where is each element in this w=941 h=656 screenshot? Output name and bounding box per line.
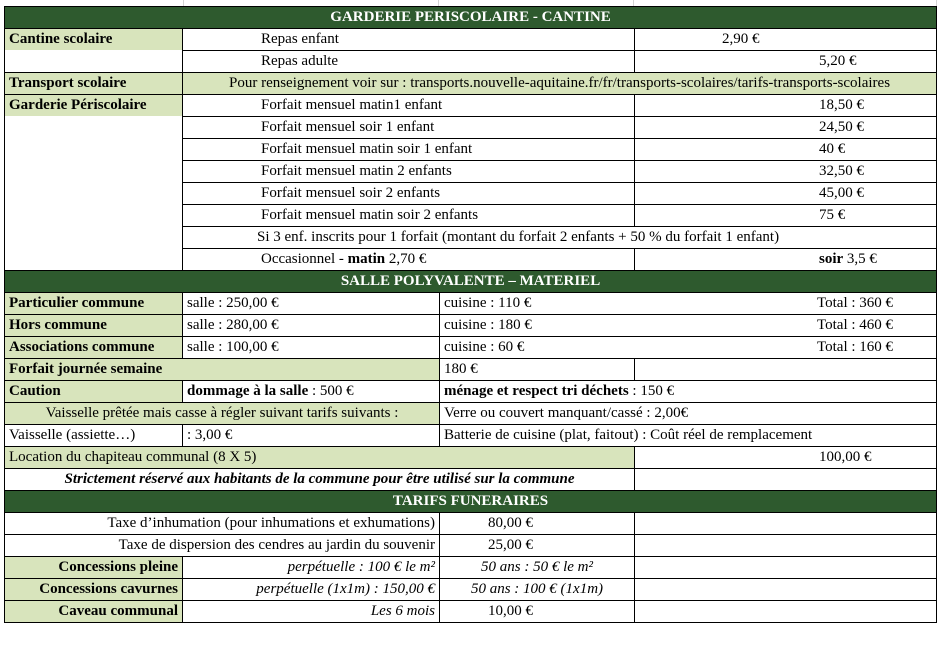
- table-row: [5, 337, 937, 359]
- table-row: [5, 469, 937, 491]
- vaisselle-label[interactable]: Vaisselle (assiette…): [5, 425, 183, 447]
- occasionnel-soir-cell[interactable]: [635, 249, 937, 271]
- section-header-garderie: [5, 7, 937, 29]
- forfait-label[interactable]: Forfait mensuel soir 1 enfant: [183, 117, 635, 139]
- concessions-pleine-50[interactable]: 50 ans : 50 € le m²: [440, 557, 635, 579]
- table-row: [5, 601, 937, 623]
- empty-cell[interactable]: [635, 535, 937, 557]
- salle-price[interactable]: salle : 280,00 €: [183, 315, 440, 337]
- forfait-price[interactable]: 32,50 €: [635, 161, 937, 183]
- empty-cell[interactable]: [635, 513, 937, 535]
- verre-text[interactable]: Verre ou couvert manquant/cassé : 2,00€: [440, 403, 937, 425]
- cuisine-price[interactable]: cuisine : 60 €: [440, 337, 635, 359]
- occasionnel-soir-value: 3,5 €: [843, 251, 877, 267]
- table-row: [5, 447, 937, 469]
- caution-menage-bold: ménage et respect tri déchets: [444, 383, 629, 399]
- concessions-pleine-perp[interactable]: perpétuelle : 100 € le m²: [183, 557, 440, 579]
- forfait-journee-label[interactable]: Forfait journée semaine: [5, 359, 440, 381]
- repas-enfant-price[interactable]: 2,90 €: [635, 29, 937, 51]
- caveau-period[interactable]: Les 6 mois: [183, 601, 440, 623]
- salle-row-label[interactable]: Hors commune: [5, 315, 183, 337]
- caveau-label[interactable]: Caveau communal: [5, 601, 183, 623]
- table-row: [5, 161, 937, 183]
- chapiteau-price[interactable]: 100,00 €: [635, 447, 937, 469]
- inhumation-label[interactable]: Taxe d’inhumation (pour inhumations et exhumations): [5, 513, 440, 535]
- empty-cell[interactable]: [635, 557, 937, 579]
- garderie-empty-cell[interactable]: [5, 183, 183, 205]
- garderie-empty-cell[interactable]: [5, 161, 183, 183]
- table-row: [5, 403, 937, 425]
- total-price[interactable]: Total : 360 €: [635, 293, 937, 315]
- table-row: [5, 315, 937, 337]
- concessions-cavurnes-perp[interactable]: perpétuelle (1x1m) : 150,00 €: [183, 579, 440, 601]
- concessions-pleine-label[interactable]: Concessions pleine: [5, 557, 183, 579]
- repas-adulte-label[interactable]: Repas adulte: [183, 51, 635, 73]
- total-price[interactable]: Total : 460 €: [635, 315, 937, 337]
- table-row: [5, 205, 937, 227]
- cantine-empty-cell[interactable]: [5, 51, 183, 73]
- caution-menage-cell[interactable]: [440, 381, 937, 403]
- caveau-price[interactable]: 10,00 €: [440, 601, 635, 623]
- table-row: [5, 557, 937, 579]
- garderie-title[interactable]: GARDERIE PERISCOLAIRE - CANTINE: [5, 7, 937, 29]
- cuisine-price[interactable]: cuisine : 180 €: [440, 315, 635, 337]
- salle-row-label[interactable]: Particulier commune: [5, 293, 183, 315]
- concessions-cavurnes-label[interactable]: Concessions cavurnes: [5, 579, 183, 601]
- table-row: [5, 29, 937, 51]
- forfait-label[interactable]: Forfait mensuel matin1 enfant: [183, 95, 635, 117]
- salle-price[interactable]: salle : 100,00 €: [183, 337, 440, 359]
- garderie-empty-cell[interactable]: [5, 227, 183, 249]
- forfait-price[interactable]: 45,00 €: [635, 183, 937, 205]
- table-row: [5, 249, 937, 271]
- forfait-journee-value[interactable]: 180 €: [440, 359, 635, 381]
- table-row: [5, 425, 937, 447]
- occasionnel-soir-bold: soir: [819, 251, 844, 267]
- total-price[interactable]: Total : 160 €: [635, 337, 937, 359]
- occasionnel-cell[interactable]: [183, 249, 635, 271]
- occasionnel-matin-bold: matin: [347, 251, 386, 267]
- table-row: [5, 95, 937, 117]
- transport-label[interactable]: Transport scolaire: [5, 73, 183, 95]
- section-header-funeraires: [5, 491, 937, 513]
- empty-cell[interactable]: [635, 469, 937, 491]
- funeraires-title[interactable]: TARIFS FUNERAIRES: [5, 491, 937, 513]
- empty-cell[interactable]: [635, 579, 937, 601]
- garderie-empty-cell[interactable]: [5, 205, 183, 227]
- concessions-cavurnes-50[interactable]: 50 ans : 100 € (1x1m): [440, 579, 635, 601]
- forfait-label[interactable]: Forfait mensuel soir 2 enfants: [183, 183, 635, 205]
- forfait-price[interactable]: 75 €: [635, 205, 937, 227]
- vaisselle-pretee[interactable]: Vaisselle prêtée mais casse à régler suivant tarifs suivants :: [5, 403, 440, 425]
- table-row: [5, 139, 937, 161]
- forfait-price[interactable]: 18,50 €: [635, 95, 937, 117]
- chapiteau-label[interactable]: Location du chapiteau communal (8 X 5): [5, 447, 635, 469]
- garderie-empty-cell[interactable]: [5, 249, 183, 271]
- vaisselle-value[interactable]: : 3,00 €: [183, 425, 440, 447]
- caution-menage-value: : 150 €: [628, 383, 675, 399]
- tariffs-table: [4, 6, 937, 623]
- caution-label[interactable]: Caution: [5, 381, 183, 403]
- forfait-label[interactable]: Forfait mensuel matin soir 2 enfants: [183, 205, 635, 227]
- cantine-label[interactable]: Cantine scolaire: [5, 29, 183, 51]
- salle-title[interactable]: SALLE POLYVALENTE – MATERIEL: [5, 271, 937, 293]
- forfait-label[interactable]: Forfait mensuel matin soir 1 enfant: [183, 139, 635, 161]
- table-row: [5, 513, 937, 535]
- inhumation-price[interactable]: 80,00 €: [440, 513, 635, 535]
- table-row: [5, 359, 937, 381]
- table-row: [5, 535, 937, 557]
- si3-text[interactable]: Si 3 enf. inscrits pour 1 forfait (montant du forfait 2 enfants + 50 % du forfait 1 enfant): [183, 227, 937, 249]
- caution-dommage-value: : 500 €: [308, 383, 354, 399]
- strictement-text[interactable]: Strictement réservé aux habitants de la commune pour être utilisé sur la commune: [5, 469, 635, 491]
- section-header-salle: [5, 271, 937, 293]
- transport-info[interactable]: Pour renseignement voir sur : transports.nouvelle-aquitaine.fr/fr/transports-scolaires/tarifs-transports-scolaires: [183, 73, 937, 95]
- empty-cell[interactable]: [635, 601, 937, 623]
- table-row: [5, 579, 937, 601]
- empty-cell[interactable]: [635, 359, 937, 381]
- table-row: [5, 227, 937, 249]
- occasionnel-prefix: Occasionnel -: [261, 251, 348, 267]
- forfait-label[interactable]: Forfait mensuel matin 2 enfants: [183, 161, 635, 183]
- table-row: [5, 183, 937, 205]
- occasionnel-matin-value: 2,70 €: [385, 251, 427, 267]
- salle-price[interactable]: salle : 250,00 €: [183, 293, 440, 315]
- forfait-price[interactable]: 40 €: [635, 139, 937, 161]
- table-row: [5, 293, 937, 315]
- garderie-empty-cell[interactable]: [5, 139, 183, 161]
- table-row: [5, 51, 937, 73]
- caution-dommage-bold: dommage à la salle: [187, 383, 309, 399]
- forfait-price[interactable]: 24,50 €: [635, 117, 937, 139]
- repas-enfant-label[interactable]: Repas enfant: [183, 29, 635, 51]
- batterie-text[interactable]: Batterie de cuisine (plat, faitout) : Coût réel de remplacement: [440, 425, 937, 447]
- garderie-label[interactable]: Garderie Périscolaire: [5, 95, 183, 117]
- cuisine-price[interactable]: cuisine : 110 €: [440, 293, 635, 315]
- table-row: [5, 381, 937, 403]
- caution-dommage-cell[interactable]: [183, 381, 440, 403]
- table-row: [5, 117, 937, 139]
- dispersion-price[interactable]: 25,00 €: [440, 535, 635, 557]
- salle-row-label[interactable]: Associations commune: [5, 337, 183, 359]
- dispersion-label[interactable]: Taxe de dispersion des cendres au jardin du souvenir: [5, 535, 440, 557]
- table-row: [5, 73, 937, 95]
- garderie-empty-cell[interactable]: [5, 117, 183, 139]
- repas-adulte-price[interactable]: 5,20 €: [635, 51, 937, 73]
